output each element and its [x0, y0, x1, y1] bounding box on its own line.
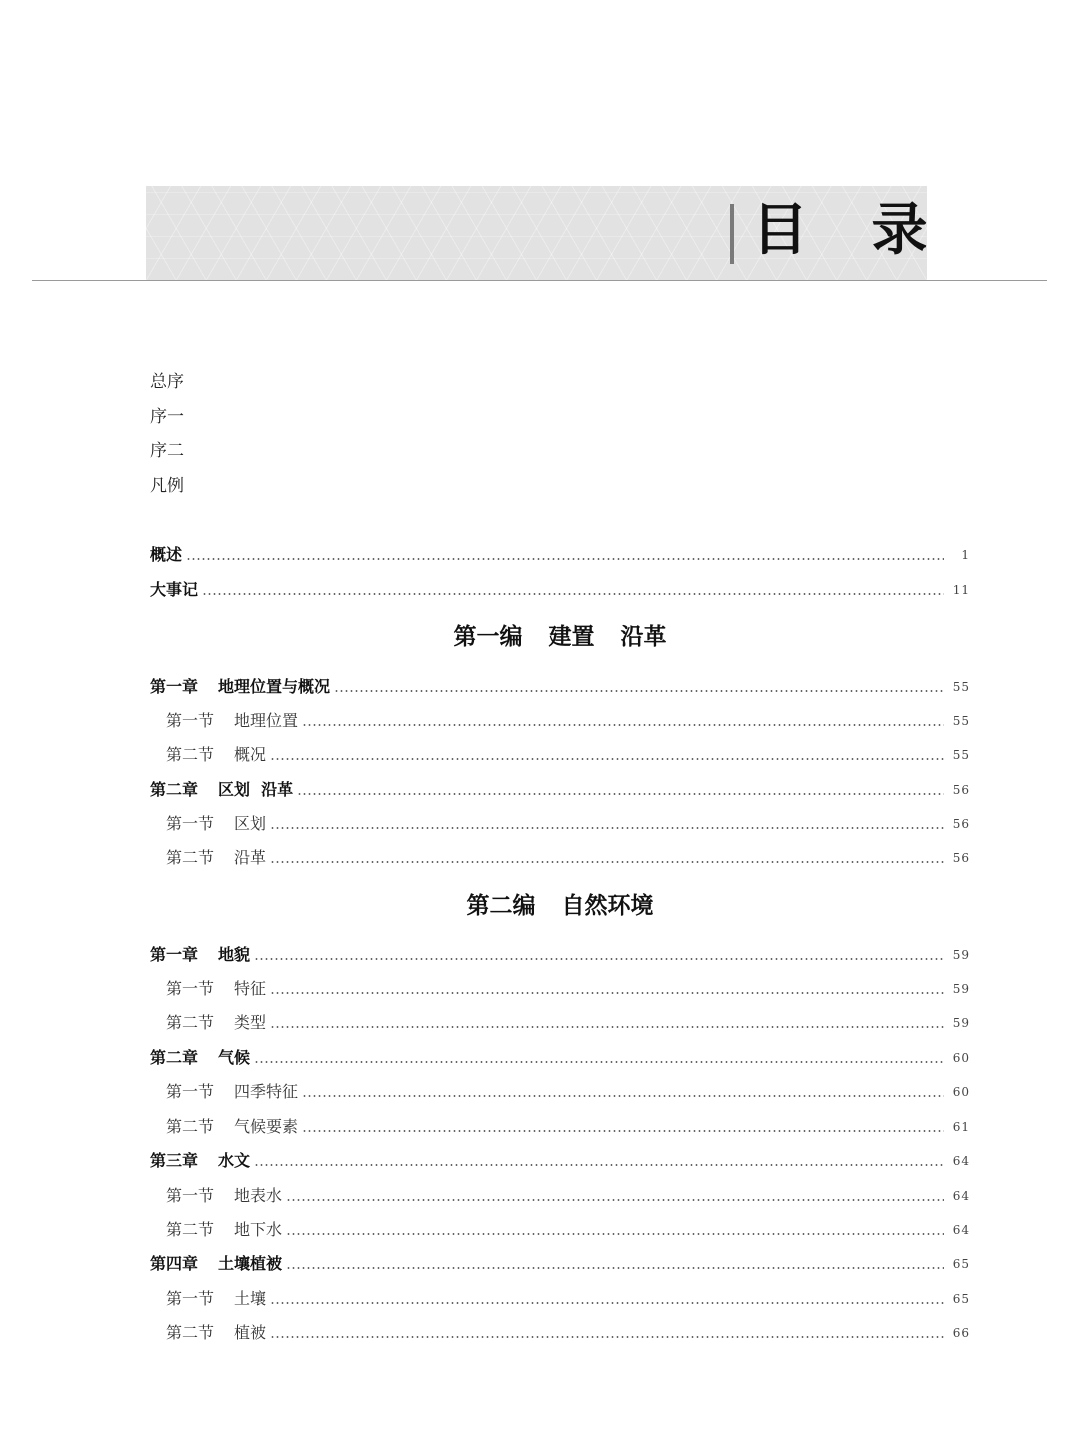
front-matter-item[interactable]: 凡例 [150, 476, 184, 496]
toc-page-number: 60 [952, 1085, 970, 1099]
section-entry[interactable] [166, 1287, 970, 1309]
section-number: 第二节 [166, 1013, 215, 1032]
toc-page-number: 11 [952, 583, 970, 597]
section-entry[interactable] [166, 812, 970, 834]
chapter-number: 第一章 [150, 945, 199, 964]
toc-page-number: 59 [952, 948, 970, 962]
section-entry[interactable] [166, 1115, 970, 1137]
section-title: 土壤 [234, 1289, 267, 1308]
front-matter-item[interactable]: 序二 [150, 441, 184, 461]
chapter-title: 土壤植被 [218, 1254, 283, 1273]
leader-dots [186, 558, 944, 560]
leader-dots [270, 992, 944, 994]
front-matter-item[interactable]: 序一 [150, 407, 184, 427]
toc-page-number: 1 [961, 548, 970, 562]
section-title: 植被 [234, 1323, 267, 1342]
toc-page-number: 64 [952, 1189, 970, 1203]
section-title: 地下水 [234, 1220, 283, 1239]
leader-dots [270, 827, 944, 829]
toc-entry[interactable] [150, 543, 970, 565]
section-number: 第二节 [166, 1220, 215, 1239]
toc-page-number: 64 [952, 1154, 970, 1168]
section-title: 四季特征 [234, 1082, 299, 1101]
leader-dots [286, 1267, 944, 1269]
section-number: 第一节 [166, 1289, 215, 1308]
header-accent-bar [730, 204, 734, 264]
chapter-number: 第二章 [150, 1048, 199, 1067]
part-number: 第二编 [466, 892, 536, 919]
chapter-entry[interactable] [150, 943, 970, 965]
chapter-entry[interactable] [150, 778, 970, 800]
section-number: 第一节 [166, 1186, 215, 1205]
section-number: 第二节 [166, 1117, 215, 1136]
leader-dots [202, 593, 944, 595]
leader-dots [334, 690, 944, 692]
chapter-entry[interactable] [150, 675, 970, 697]
chapter-title: 水文 [218, 1151, 251, 1170]
section-entry[interactable] [166, 1218, 970, 1240]
toc-page-number: 64 [952, 1223, 970, 1237]
toc-page-number: 65 [952, 1292, 970, 1306]
section-entry[interactable] [166, 977, 970, 999]
part-heading[interactable] [150, 891, 970, 921]
chapter-number: 第四章 [150, 1254, 199, 1273]
toc-page-number: 65 [952, 1257, 970, 1271]
section-number: 第一节 [166, 711, 215, 730]
chapter-title: 区划 沿革 [218, 780, 294, 799]
section-entry[interactable] [166, 1011, 970, 1033]
toc-entry-title: 大事记 [150, 580, 199, 599]
section-entry[interactable] [166, 1080, 970, 1102]
section-number: 第一节 [166, 979, 215, 998]
toc-entry-title: 概述 [150, 545, 183, 564]
section-title: 特征 [234, 979, 267, 998]
section-number: 第一节 [166, 814, 215, 833]
leader-dots [270, 1336, 944, 1338]
part-title: 沿革 [620, 623, 667, 650]
section-title: 地理位置 [234, 711, 299, 730]
front-matter-item[interactable]: 总序 [150, 372, 184, 392]
part-number: 第一编 [453, 623, 523, 650]
section-title: 地表水 [234, 1186, 283, 1205]
page-title: 目 录 [752, 198, 950, 263]
leader-dots [270, 861, 944, 863]
toc-page-number: 60 [952, 1051, 970, 1065]
leader-dots [254, 958, 944, 960]
section-entry[interactable] [166, 1184, 970, 1206]
part-title: 建置 [548, 623, 595, 650]
leader-dots [297, 793, 944, 795]
section-entry[interactable] [166, 709, 970, 731]
toc-page-number: 56 [952, 783, 970, 797]
section-title: 气候要素 [234, 1117, 299, 1136]
leader-dots [270, 1026, 944, 1028]
part-heading[interactable] [150, 622, 970, 652]
chapter-entry[interactable] [150, 1046, 970, 1068]
section-title: 概况 [234, 745, 267, 764]
leader-dots [254, 1061, 944, 1063]
toc-page-number: 59 [952, 982, 970, 996]
chapter-title: 地理位置与概况 [218, 677, 331, 696]
toc-page-number: 66 [952, 1326, 970, 1340]
section-entry[interactable] [166, 743, 970, 765]
chapter-title: 地貌 [218, 945, 251, 964]
toc-entry[interactable] [150, 578, 970, 600]
section-title: 沿革 [234, 848, 267, 867]
chapter-entry[interactable] [150, 1252, 970, 1274]
leader-dots [270, 758, 944, 760]
leader-dots [270, 1302, 944, 1304]
header-divider [32, 280, 1047, 281]
section-number: 第一节 [166, 1082, 215, 1101]
toc-page-number: 56 [952, 817, 970, 831]
chapter-number: 第二章 [150, 780, 199, 799]
leader-dots [302, 1130, 944, 1132]
section-entry[interactable] [166, 1321, 970, 1343]
chapter-title: 气候 [218, 1048, 251, 1067]
toc-page-number: 56 [952, 851, 970, 865]
section-title: 区划 [234, 814, 267, 833]
leader-dots [286, 1199, 944, 1201]
section-number: 第二节 [166, 1323, 215, 1342]
chapter-entry[interactable] [150, 1149, 970, 1171]
toc-page-number: 55 [952, 748, 970, 762]
toc-page-number: 55 [952, 680, 970, 694]
toc-page-number: 59 [952, 1016, 970, 1030]
part-title: 自然环境 [561, 892, 654, 919]
leader-dots [254, 1164, 944, 1166]
leader-dots [302, 1095, 944, 1097]
chapter-number: 第一章 [150, 677, 199, 696]
section-number: 第二节 [166, 745, 215, 764]
chapter-number: 第三章 [150, 1151, 199, 1170]
section-number: 第二节 [166, 848, 215, 867]
section-title: 类型 [234, 1013, 267, 1032]
toc-page-number: 61 [952, 1120, 970, 1134]
section-entry[interactable] [166, 846, 970, 868]
leader-dots [302, 724, 944, 726]
toc-page-number: 55 [952, 714, 970, 728]
leader-dots [286, 1233, 944, 1235]
